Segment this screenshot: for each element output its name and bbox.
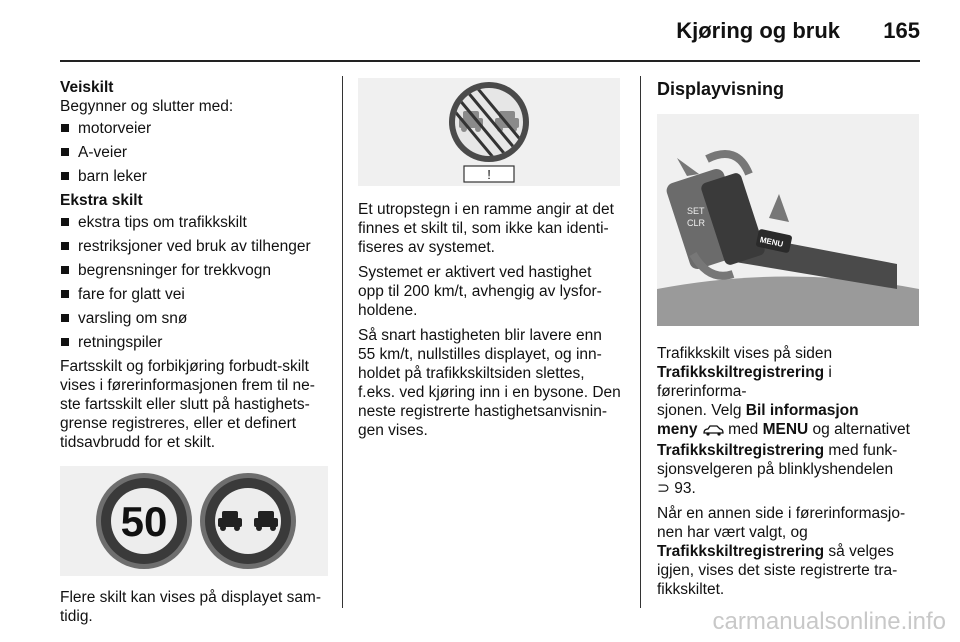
text-line [657,460,925,479]
menu-term: Trafikkskiltregistrering [657,364,825,381]
activation-paragraph [358,263,626,320]
text-line: opp til 200 km/t, avhengig av lysfor- [358,283,602,300]
text-line: tidig. [60,608,93,625]
menu-term: Trafikkskiltregistrering [657,543,825,560]
text-line [657,504,925,523]
page-header-title: Kjøring og bruk [676,18,840,43]
text-line [657,441,925,460]
display-paragraph-2 [657,504,925,599]
text-line: ste fartsskilt eller slutt på hastighets- [60,396,310,413]
multiple-signs-paragraph [60,588,330,626]
reset-paragraph [358,326,626,440]
text-line [657,401,925,420]
menu-term: Trafikkskiltregistrering [657,442,825,459]
list-item: retningspiler [60,333,330,352]
text-line: Systemet er aktivert ved hastighet [358,264,592,281]
speed-limit-sign [96,473,192,569]
text-span: fikkskiltet. [657,581,725,598]
page-reference: ⊃ 93. [657,480,696,497]
menu-term: MENU [762,421,809,438]
veiskilt-list [60,119,330,186]
indicator-stalk-illustration [657,114,919,326]
text-line [657,479,925,498]
list-item: restriksjoner ved bruk av tilhenger [60,237,330,256]
text-span: igjen, vises det siste registrerte tra- [657,562,898,579]
text-line: Fartsskilt og forbikjøring forbudt-skilt [60,358,309,375]
text-line [657,542,925,561]
list-item: varsling om snø [60,309,330,328]
text-line: tidsavbrudd for et skilt. [60,434,216,451]
speed-sign-paragraph [60,357,330,452]
text-span: sjonsvelgeren på blinklyshendelen [657,461,894,478]
ekstra-skilt-list [60,213,330,352]
ekstra-skilt-heading: Ekstra skilt [60,192,143,209]
displayvisning-heading: Displayvisning [657,79,785,99]
menu-term: Bil informasjon [745,402,859,419]
text-span: og alternativet [808,421,910,438]
watermark: carmanualsonline.info [712,608,946,635]
list-item: begrensninger for trekkvogn [60,261,330,280]
text-line: f.eks. ved kjøring inn i en bysone. Den [358,384,621,401]
text-line [657,523,925,542]
text-line: vises i førerinformasjonen frem til ne- [60,377,315,394]
text-line: Et utropstegn i en ramme angir at det [358,201,614,218]
car-info-icon [702,422,724,441]
text-span: Trafikkskilt vises på siden [657,345,833,362]
text-line: finnes et skilt til, som ikke kan identi- [358,220,609,237]
end-of-restriction-illustration [358,78,620,186]
text-line: Flere skilt kan vises på displayet sam- [60,589,322,606]
column-3 [657,78,925,605]
speed-signs-illustration [60,466,328,576]
column-1 [60,78,330,632]
menu-button-label: MENU [759,235,784,249]
page-number: 165 [883,18,920,43]
list-item: A-veier [60,143,330,162]
display-paragraph-1 [657,344,925,498]
set-label: SET [687,206,705,216]
text-line [657,344,925,363]
text-line: Så snart hastigheten blir lavere enn [358,327,602,344]
text-span: med funk- [824,442,898,459]
text-line [657,561,925,580]
list-item: motorveier [60,119,330,138]
exclamation-paragraph [358,200,626,257]
no-overtaking-sign [200,473,296,569]
clr-label: CLR [687,218,706,228]
text-line: grense registreres, eller et definert [60,415,297,432]
text-span: så velges [824,543,894,560]
text-line: holdene. [358,302,418,319]
text-line: fiseres av systemet. [358,239,495,256]
end-restriction-figure [358,78,620,186]
exclamation-marker: ! [487,167,491,182]
text-line: gen vises. [358,422,428,439]
text-span: med [723,421,763,438]
veiskilt-intro: Begynner og slutter med: [60,98,234,115]
veiskilt-heading: Veiskilt [60,79,114,96]
text-line [657,363,925,401]
text-span: Når en annen side i førerinformasjo- [657,505,906,522]
text-line [657,420,925,441]
text-line: 55 km/t, nullstilles displayet, og inn- [358,346,602,363]
text-line [657,580,925,599]
column-2 [358,78,626,446]
stalk-figure [657,114,919,326]
header-rule [60,60,920,62]
list-item: fare for glatt vei [60,285,330,304]
menu-term: meny [657,421,698,438]
text-line: holdet på trafikkskiltsiden slettes, [358,365,585,382]
text-span: sjonen. Velg [657,402,746,419]
list-item: ekstra tips om trafikkskilt [60,213,330,232]
speed-limit-value: 50 [120,498,168,545]
text-span: i førerinforma- [657,364,832,400]
column-divider-2 [640,76,641,608]
speed-signs-figure [60,466,328,576]
text-line: neste registrerte hastighetsanvisnin- [358,403,607,420]
text-span: nen har vært valgt, og [657,524,808,541]
column-divider-1 [342,76,343,608]
list-item: barn leker [60,167,330,186]
